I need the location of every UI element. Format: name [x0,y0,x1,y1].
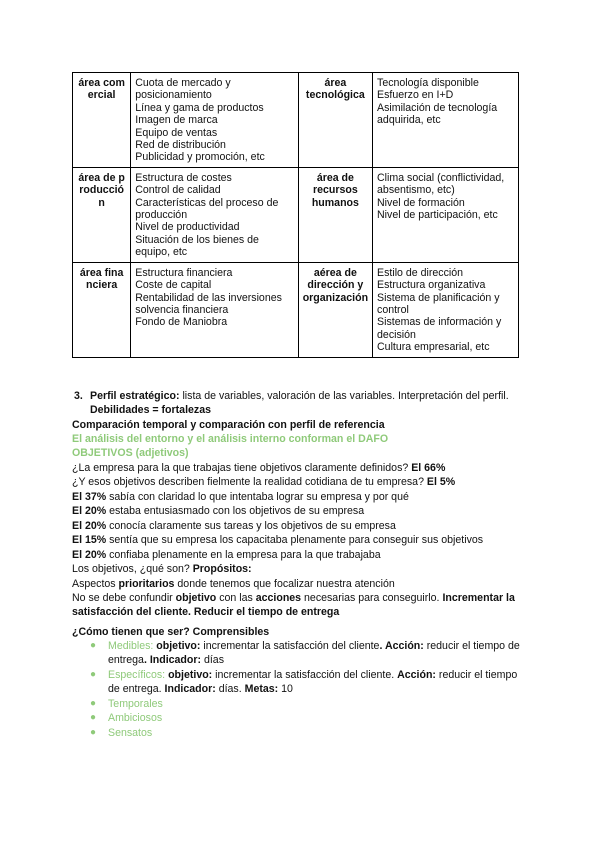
area-item: Cultura empresarial, etc [377,341,490,354]
bullet-sensatos: ● Sensatos [90,727,153,739]
area-item: solvencia financiera [135,303,229,316]
bullet-dot-icon: ● [90,669,97,680]
bullet-dot-icon: ● [90,640,97,651]
green-line-dafo: El análisis del entorno y el análisis interno conforman el DAFO [72,433,389,445]
area-item: Rentabilidad de las inversiones [135,291,282,304]
area-header-left: área comercial [73,73,131,168]
bullet-dot-icon: ● [90,712,97,723]
bullet-especificos: ● Específicos: objetivo: incrementar la satisfacción del cliente. Acción: reducir el tiempo de entrega. Indicador: días. Metas: 10 [90,669,518,696]
confuse-paragraph: No se debe confundir objetivo con las acciones necesarias para conseguirlo. Incrementar la satisfacción del cliente. Reducir el tiempo de entrega [72,592,515,619]
area-items-left [131,167,298,262]
area-header-right: área tecnológica [298,73,372,168]
item-label: Perfil estratégico: [90,390,180,402]
stat-line: El 20% estaba entusiasmado con los objetivos de su empresa [72,505,365,517]
area-items-right [373,167,519,262]
bullet-dot-icon: ● [90,698,97,709]
stat-line: El 20% confiaba plenamente en la empresa para la que trabajaba [72,549,381,561]
area-item: Fondo de Maniobra [135,316,228,329]
question-1: ¿La empresa para la que trabajas tiene objetivos claramente definidos? El 66% [72,462,446,474]
area-item: Situación de los bienes de equipo, etc [135,233,259,259]
area-items-right [373,262,519,357]
area-item: Red de distribución [135,139,226,152]
area-items-left [131,73,298,168]
area-items-right [373,73,519,168]
area-item: Coste de capital [135,279,212,292]
area-item: Estructura de costes [135,171,232,184]
area-header-left: área financiera [73,262,131,357]
green-line-objetivos: OBJETIVOS (adjetivos) [72,447,189,459]
areas-table [72,72,519,358]
item-text: lista de variables, valoración de las variables. Interpretación del perfil. [179,390,509,402]
area-item: Línea y gama de productos [135,101,264,114]
area-item: Esfuerzo en I+D [377,89,454,102]
area-item: Estructura financiera [135,266,233,279]
area-item: Sistema de planificación y control [377,291,500,316]
table-row [73,262,519,357]
area-item: Clima social (conflictividad, absentismo, etc) [377,171,505,197]
area-item: Cuota de mercado y posicionamiento [135,77,231,102]
bullet-ambiciosos: ● Ambiciosos [90,712,163,724]
heading-comparison: Comparación temporal y comparación con perfil de referencia [72,419,385,431]
item-number: 3. [74,390,83,402]
aspects-line: Aspectos prioritarios donde tenemos que focalizar nuestra atención [72,578,395,590]
area-item: Estructura organizativa [377,279,486,292]
area-item: Tecnología disponible [377,77,479,89]
area-item: Nivel de productividad [135,221,240,234]
table-row [73,73,519,168]
area-item: Publicidad y promoción, etc [135,151,265,164]
stat-line: El 20% conocía claramente sus tareas y los objetivos de su empresa [72,520,396,532]
area-item: Asimilación de tecnología adquirida, etc [377,101,498,127]
area-header-right: aérea de dirección y organización [298,262,372,357]
area-header-right: área de recursos humanos [298,167,372,262]
area-item: Equipo de ventas [135,126,218,139]
area-header-left: área de producción [73,167,131,262]
bullet-dot-icon: ● [90,727,97,738]
stat-line: El 37% sabía con claridad lo que intentaba lograr su empresa y por qué [72,491,409,503]
how-heading: ¿Cómo tienen que ser? Comprensibles [72,626,270,638]
area-item: Imagen de marca [135,114,218,127]
bullet-medibles: ● Medibles: objetivo: incrementar la satisfacción del cliente. Acción: reducir el tiempo de entrega. Indicador: días [90,640,520,667]
area-items-left [131,262,298,357]
area-item: Control de calidad [135,184,221,197]
area-item: Nivel de formación [377,196,465,209]
area-item: Sistemas de información y decisión [377,316,502,341]
area-item: Nivel de participación, etc [377,209,498,222]
purposes-line: Los objetivos, ¿qué son? Propósitos: [72,563,252,575]
item-3-perfil-estrategico [74,389,520,418]
table-row [73,167,519,262]
item-bold-end: Debilidades = fortalezas [90,404,211,417]
area-item: Características del proceso de producción [135,196,279,222]
question-2: ¿Y esos objetivos describen fielmente la realidad cotidiana de tu empresa? El 5% [72,476,456,488]
bullet-temporales: ● Temporales [90,698,163,710]
area-item: Estilo de dirección [377,266,464,279]
stat-line: El 15% sentía que su empresa los capacitaba plenamente para conseguir sus objetivos [72,534,484,546]
